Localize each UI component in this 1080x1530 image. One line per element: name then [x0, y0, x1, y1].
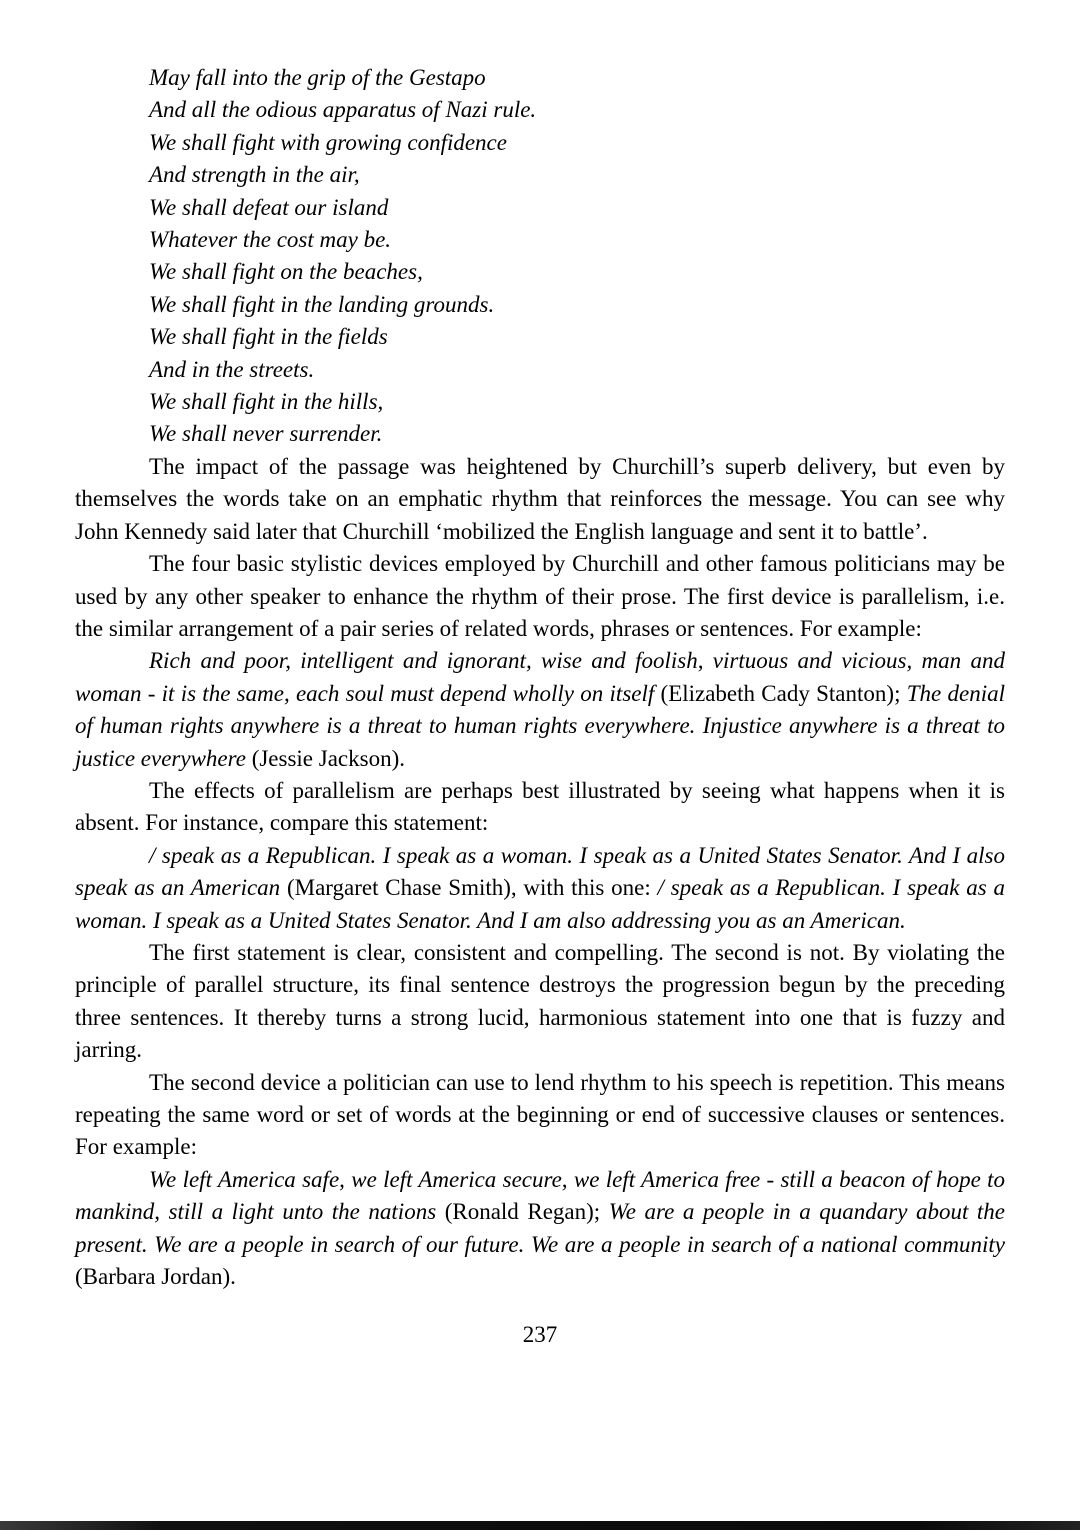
body-text: The second device a politician can use to lend rhythm to his speech is repetition. This means repeating the same word or set of words at the beginning or end of successive clauses or sentences. For example:	[75, 1069, 1005, 1160]
poem-line: We shall defeat our island	[149, 194, 389, 220]
paragraph	[75, 840, 1005, 937]
poem-line: And strength in the air,	[149, 162, 360, 188]
poem-line: And in the streets.	[149, 356, 315, 382]
quote-text: The denial of human rights anywhere is a threat to human rights everywhere. Injustice anywhere is a threat to justice everywhere	[75, 680, 1005, 771]
body-text: (Barbara Jordan).	[75, 1264, 236, 1290]
paragraphs-block	[75, 451, 1005, 1294]
paragraph	[75, 1164, 1005, 1294]
body-text: The first statement is clear, consistent and compelling. The second is not. By violating the principle of parallel structure, its final sentence destroys the progression begun by the preceding three sentences. It thereby turns a strong lucid, harmonious statement into one that is fuzzy and jarring.	[75, 939, 1005, 1063]
body-text: (Margaret Chase Smith), with this one:	[286, 875, 658, 901]
quote-text: We left America safe, we left America secure, we left America free - still a beacon of hope to mankind, still a light unto the nations	[75, 1166, 1005, 1225]
poem-line: May fall into the grip of the Gestapo	[149, 65, 486, 90]
paragraph	[75, 1067, 1005, 1164]
poem-line: We shall fight on the beaches,	[149, 259, 423, 285]
body-text: The effects of parallelism are perhaps best illustrated by seeing what happens when it is absent. For instance, compare this statement:	[75, 777, 1005, 836]
body-text: (Ronald Regan);	[444, 1199, 609, 1225]
quote-text: We are a people in a quandary about the present. We are a people in search of our future. We are a people in search of a national community	[75, 1199, 1005, 1257]
quote-text: Rich and poor, intelligent and ignorant, wise and foolish, virtuous and vicious, man and woman - it is the same, each soul must depend wholly on itself	[75, 648, 1005, 706]
body-text: (Elizabeth Cady Stanton);	[660, 680, 907, 706]
paragraph	[75, 937, 1005, 1067]
body-text: The impact of the passage was heightened by Churchill’s superb delivery, but even by themselves the words take on an emphatic rhythm that reinforces the message. You can see why John Kennedy said later that Churchill ‘mobilized the English language and sent it to battle’.	[75, 453, 1005, 544]
body-text: (Jessie Jackson).	[251, 745, 405, 771]
paragraph	[75, 645, 1005, 775]
poem-line: We shall never surrender.	[149, 421, 383, 447]
page-number: 237	[522, 1322, 558, 1348]
paragraph	[75, 548, 1005, 645]
poem-line: We shall fight in the landing grounds.	[149, 291, 495, 317]
poem-line: We shall fight in the hills,	[149, 389, 384, 415]
poem-block	[149, 62, 1005, 451]
paragraph	[75, 451, 1005, 548]
poem-line: And all the odious apparatus of Nazi rule.	[149, 97, 537, 123]
body-text: The four basic stylistic devices employed by Churchill and other famous politicians may be used by any other speaker to enhance the rhythm of their prose. The first device is parallelism, i.e. the similar arrangement of a pair series of related words, phrases or sentences. For example:	[75, 551, 1005, 641]
quote-text: / speak as a Republican. I speak as a woman. I speak as a United States Senator. And I am also addressing you as an American.	[75, 875, 1005, 933]
poem-line: Whatever the cost may be.	[149, 227, 392, 253]
paragraph	[75, 775, 1005, 840]
poem-line: We shall fight in the fields	[149, 324, 388, 350]
page-bottom-edge	[0, 1521, 1080, 1530]
quote-text: / speak as a Republican. I speak as a woman. I speak as a United States Senator. And I also speak as an American	[75, 842, 1005, 901]
poem-line: We shall fight with growing confidence	[149, 129, 507, 155]
